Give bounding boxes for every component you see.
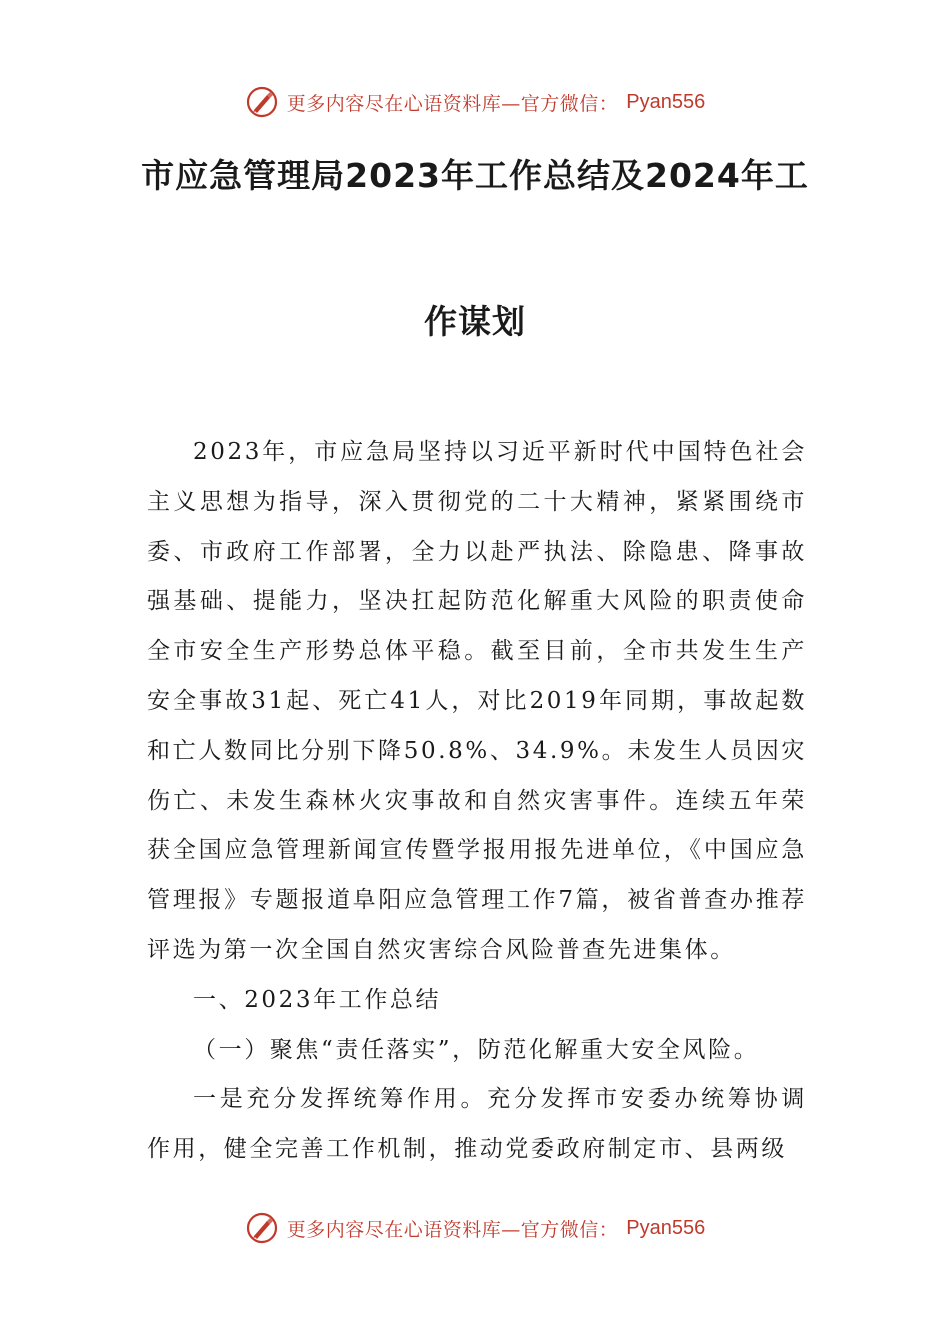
intro-paragraph: 2023年，市应急局坚持以习近平新时代中国特色社会主义思想为指导，深入贯彻党的二十大精神，紧紧围绕市委、市政府工作部署，全力以赴严执法、除隐患、降事故强基础、提能力，坚决扛起防范化解重大风险的职责使命全市安全生产形势总体平稳。截至目前，全市共发生生产安全事故31起、死亡41人，对比2019年同期，事故起数和亡人数同比分别下降50.8%、34.9%。未发生人员因灾伤亡、未发生森林火灾事故和自然灾害事件。连续五年荣获全国应急管理新闻宣传暨学报用报先进单位，《中国应急管理报》专题报道阜阳应急管理工作7篇，被省普查办推荐评选为第一次全国自然灾害综合风险普查先进集体。 <box>147 439 807 963</box>
pen-logo-icon <box>245 85 279 119</box>
wechat-id: Pyan556 <box>626 90 706 113</box>
body-paragraph: 一是充分发挥统筹作用。充分发挥市安委办统筹协调作用，健全完善工作机制，推动党委政府制定市、县两级 <box>147 1086 807 1163</box>
wechat-id: Pyan556 <box>626 1216 706 1239</box>
watermark-text: 更多内容尽在心语资料库—官方微信： <box>286 92 619 115</box>
watermark-banner-top <box>0 82 950 122</box>
pen-logo-icon <box>245 1211 279 1245</box>
document-title-line2: 作谋划 <box>424 302 526 341</box>
watermark-banner-bottom <box>0 1208 950 1248</box>
subsection-heading: （一）聚焦“责任落实”，防范化解重大安全风险。 <box>193 1036 760 1063</box>
document-title-line1: 市应急管理局2023年工作总结及2024年工 <box>141 156 809 195</box>
section-heading: 一、2023年工作总结 <box>193 986 442 1013</box>
document-body <box>147 428 807 1175</box>
watermark-text: 更多内容尽在心语资料库—官方微信： <box>286 1218 619 1241</box>
